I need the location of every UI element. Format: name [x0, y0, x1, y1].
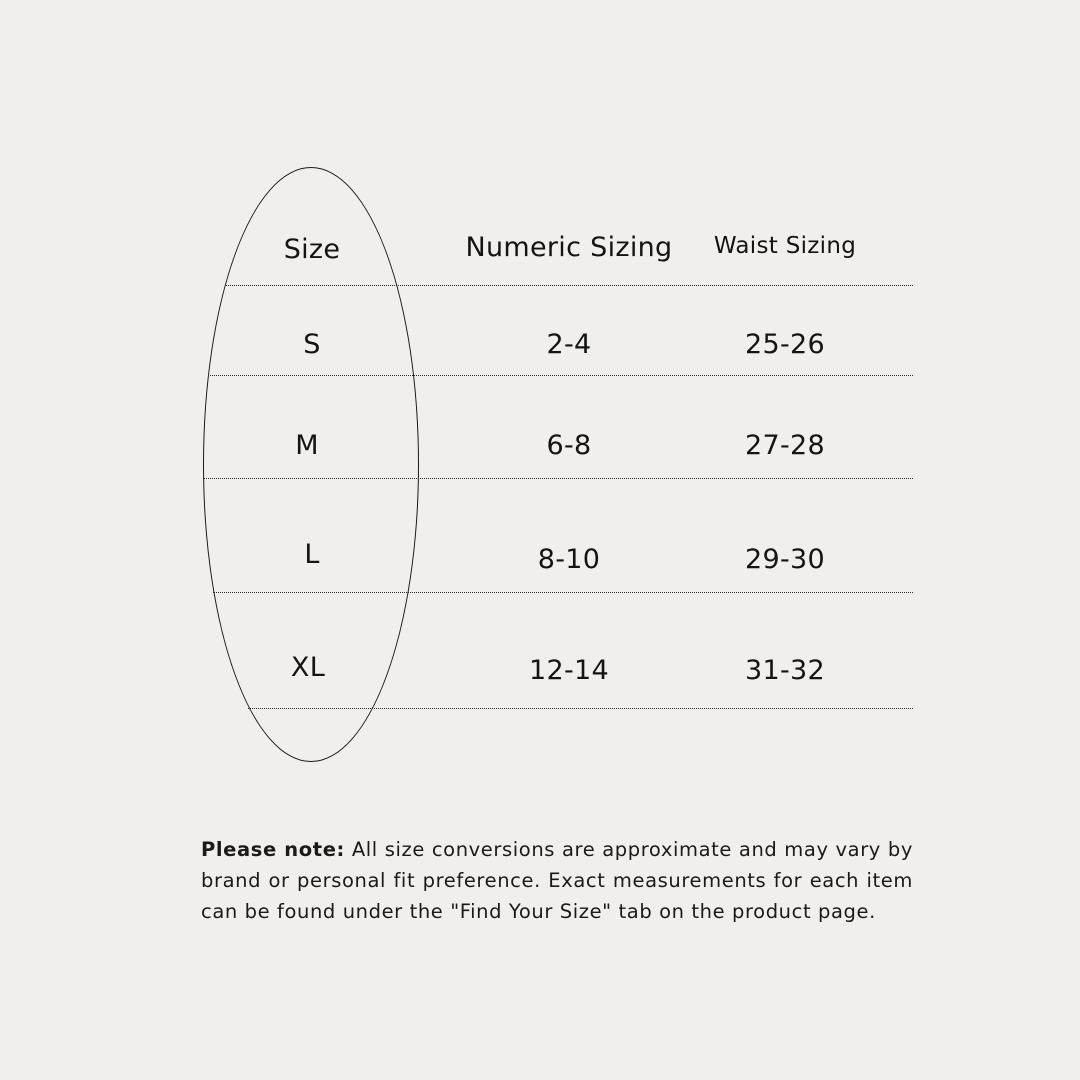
waist-m: 27-28 — [745, 430, 825, 461]
row-divider — [248, 708, 913, 709]
waist-l: 29-30 — [745, 544, 825, 575]
numeric-xl: 12-14 — [529, 655, 609, 686]
row-divider — [208, 375, 913, 376]
size-s: S — [303, 329, 321, 360]
row-divider — [226, 285, 913, 286]
numeric-m: 6-8 — [546, 430, 592, 461]
header-numeric-sizing: Numeric Sizing — [465, 232, 673, 263]
size-xl: XL — [290, 652, 326, 683]
numeric-s: 2-4 — [546, 329, 592, 360]
waist-xl: 31-32 — [745, 655, 825, 686]
waist-s: 25-26 — [745, 329, 825, 360]
size-l: L — [304, 539, 320, 570]
numeric-l: 8-10 — [537, 544, 601, 575]
header-size: Size — [283, 234, 341, 265]
note-text: All size conversions are approximate and may vary by brand or personal fit preference. Exact measurements for each item can be found under the "Find Your Size" tab on the product page. — [201, 838, 913, 923]
row-divider — [213, 592, 913, 593]
size-m: M — [295, 430, 319, 461]
note-label: Please note: — [201, 838, 345, 861]
disclaimer-note — [201, 834, 913, 927]
header-waist-sizing: Waist Sizing — [713, 233, 857, 259]
row-divider — [204, 478, 913, 479]
